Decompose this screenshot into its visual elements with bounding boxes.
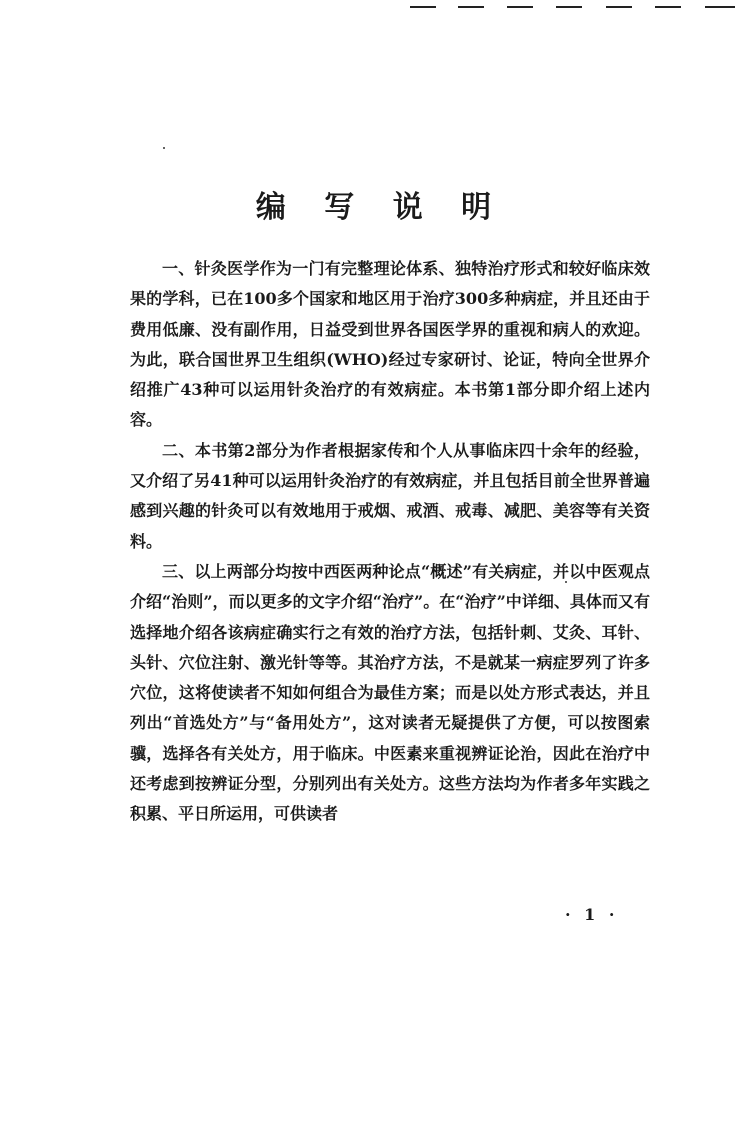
top-rule	[705, 6, 735, 8]
page-title: 编 写 说 明	[255, 190, 506, 225]
body-text	[130, 254, 650, 830]
paragraph-1: 一、针灸医学作为一门有完整理论体系、独特治疗形式和较好临床效果的学科，已在100多个国家和地区用于治疗300多种病症，并且还由于费用低廉、没有副作用，日益受到世界各国医学界的重视和病人的欢迎。为此，联合国世界卫生组织(WHO)经过专家研讨、论证，特向全世界介绍推广43种可以运用针灸治疗的有效病症。本书第1部分即介绍上述内容。	[130, 259, 650, 430]
top-rule	[507, 6, 533, 8]
scan-speck	[163, 147, 165, 149]
page-number: · 1 ·	[565, 905, 619, 924]
top-rule	[606, 6, 632, 8]
paragraph-3: 三、以上两部分均按中西医两种论点“概述”有关病症，并以中医观点介绍“治则”，而以更多的文字介绍“治疗”。在“治疗”中详细、具体而又有选择地介绍各该病症确实行之有效的治疗方法，包括针刺、艾灸、耳针、头针、穴位注射、激光针等等。其治疗方法，不是就某一病症罗列了许多穴位，这将使读者不知如何组合为最佳方案；而是以处方形式表达，并且列出“首选处方”与“备用处方”，这对读者无疑提供了方便，可以按图索骥，选择各有关处方，用于临床。中医素来重视辨证论治，因此在治疗中还考虑到按辨证分型，分别列出有关处方。这些方法均为作者多年实践之积累、平日所运用，可供读者	[130, 561, 650, 824]
top-rule	[655, 6, 681, 8]
top-rule	[556, 6, 582, 8]
top-rule	[410, 6, 436, 8]
top-rule	[458, 6, 484, 8]
paragraph-2: 二、本书第2部分为作者根据家传和个人从事临床四十余年的经验，又介绍了另41种可以运用针灸治疗的有效病症，并且包括目前全世界普遍感到兴趣的针灸可以有效地用于戒烟、戒酒、戒毒、减肥、美容等有关资料。	[130, 440, 650, 551]
